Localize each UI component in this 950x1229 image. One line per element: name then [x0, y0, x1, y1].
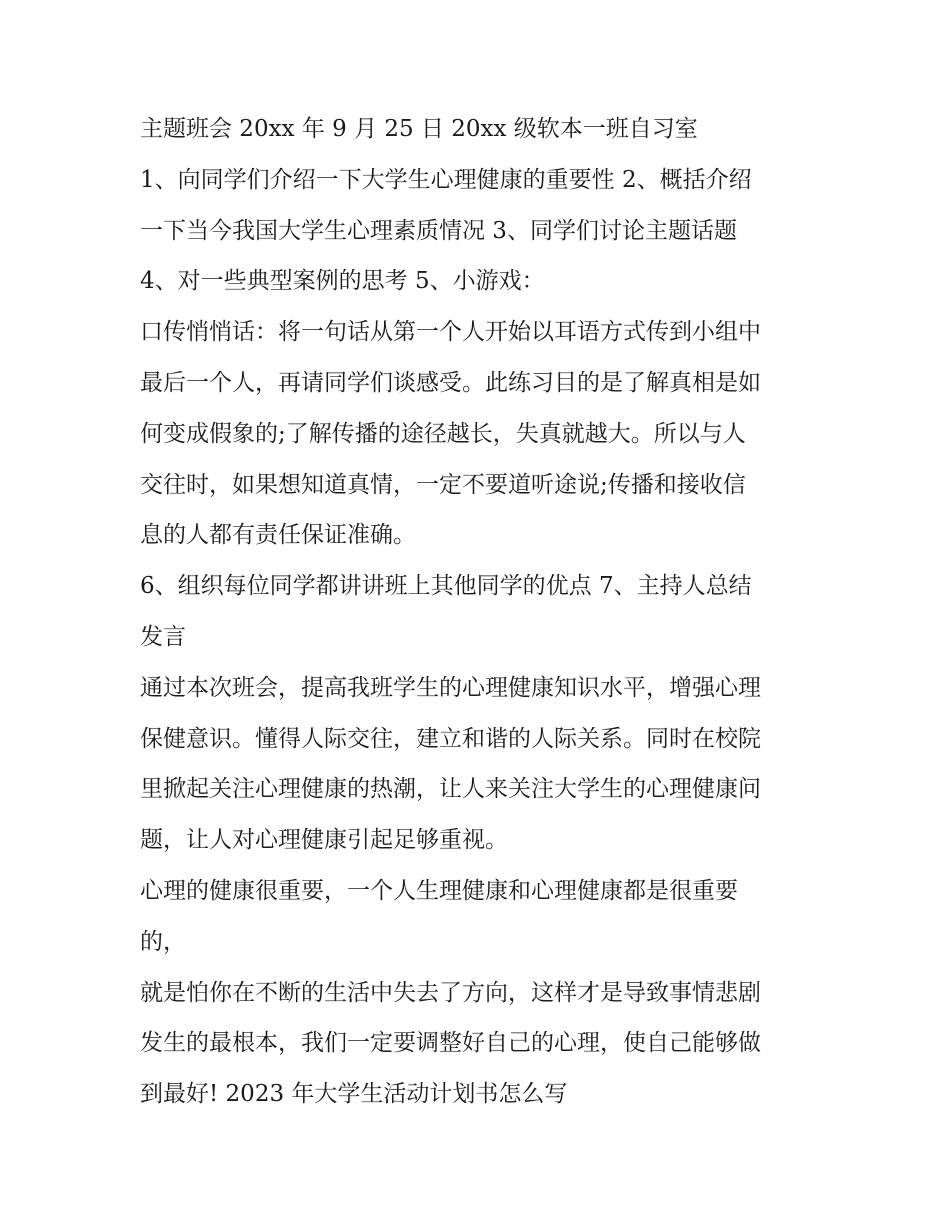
- text-line: 主题班会 20xx 年 9 月 25 日 20xx 级软本一班自习室: [140, 116, 698, 142]
- text-line: 到最好! 2023 年大学生活动计划书怎么写: [140, 1081, 568, 1108]
- text-line: 心理的健康很重要，一个人生理健康和心理健康都是很重要: [140, 877, 738, 904]
- document-body: [140, 104, 830, 1120]
- text-line: 6、组织每位同学都讲讲班上其他同学的优点 7、主持人总结: [140, 573, 752, 600]
- text-line: 最后一个人，再请同学们谈感受。此练习目的是了解真相是如: [140, 369, 761, 396]
- text-line: 保健意识。懂得人际交往，建立和谐的人际关系。同时在校院: [140, 725, 761, 752]
- text-line: 题，让人对心理健康引起足够重视。: [140, 827, 508, 854]
- text-line: 4、对一些典型案例的思考 5、小游戏：: [140, 268, 545, 295]
- text-line: 发生的最根本，我们一定要调整好自己的心理，使自己能够做: [140, 1030, 761, 1057]
- text-line: 何变成假象的;了解传播的途径越长，失真就越大。所以与人: [140, 420, 746, 447]
- text-line: 息的人都有责任保证准确。: [140, 522, 416, 549]
- text-line: 通过本次班会，提高我班学生的心理健康知识水平，增强心理: [140, 674, 761, 701]
- text-line: 1、向同学们介绍一下大学生心理健康的重要性 2、概括介绍: [140, 166, 752, 193]
- text-line: 就是怕你在不断的生活中失去了方向，这样才是导致事情悲剧: [140, 979, 761, 1006]
- text-line: 里掀起关注心理健康的热潮，让人来关注大学生的心理健康问: [140, 776, 761, 803]
- text-line: 的，: [140, 928, 186, 955]
- text-line: 交往时，如果想知道真情，一定不要道听途说;传播和接收信: [140, 471, 746, 498]
- text-line: 一下当今我国大学生心理素质情况 3、同学们讨论主题话题: [140, 217, 737, 244]
- text-line: 口传悄悄话：将一句话从第一个人开始以耳语方式传到小组中: [140, 319, 761, 346]
- text-line: 发言: [140, 623, 186, 650]
